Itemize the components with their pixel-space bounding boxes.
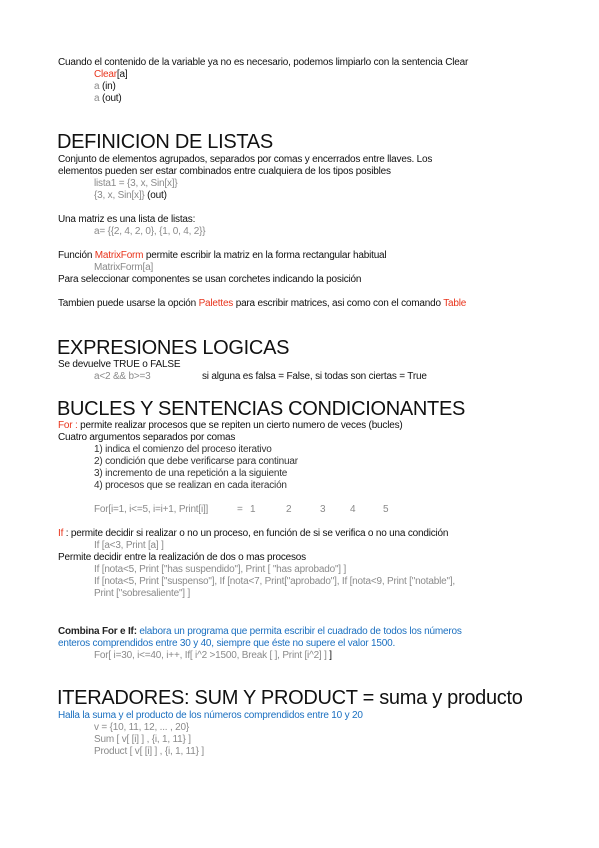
out-var: a (94, 93, 100, 104)
table-keyword: Table (443, 298, 467, 309)
lista-example-in: lista1 = {3, x, Sin[x]} (94, 178, 178, 189)
clear-example (94, 69, 127, 81)
matriz-example: a= {{2, 4, 2, 0}, {1, 0, 4, 2}} (94, 226, 206, 237)
arg-item: 1) indica el comienzo del proceso iterativo (94, 444, 272, 455)
for-keyword: For : (58, 420, 78, 431)
in-line (94, 81, 116, 93)
matrixform-pre: Función (58, 250, 95, 261)
iteradores-desc: Halla la suma y el producto de los números comprendidos entre 10 y 20 (58, 710, 363, 721)
palettes-pre: Tambien puede usarse la opción (58, 298, 199, 309)
if-line (58, 528, 448, 540)
clear-intro-text: Cuando el contenido de la variable ya no es necesario, podemos limpiarlo con la sentencia Clear (58, 57, 469, 68)
if-example: If [a<3, Print [a] ] (94, 540, 164, 551)
heading-logicas: EXPRESIONES LOGICAS (57, 337, 290, 359)
arg-item: 4) procesos que se realizan en cada iteración (94, 480, 287, 491)
matriz-text: Una matriz es una lista de listas: (58, 214, 196, 225)
if-desc: : permite decidir si realizar o no un proceso, en función de si se verifica o no una condición (63, 528, 449, 539)
logicas-note: si alguna es falsa = False, si todas son ciertas = True (202, 371, 427, 382)
listas-desc-1: Conjunto de elementos agrupados, separados por comas y encerrados entre llaves. Los (58, 154, 433, 165)
if-multi-text: Permite decidir entre la realización de dos o mas procesos (58, 552, 306, 563)
out-line (94, 93, 122, 105)
lista-example-out (94, 190, 167, 202)
for-desc: permite realizar procesos que se repiten un cierto numero de veces (bucles) (77, 420, 403, 431)
combina-desc-2: enteros comprendidos entre 30 y 40, siempre que éste no supere el valor 1500. (58, 638, 396, 649)
if-example-4: Print ["sobresaliente"] ] (94, 588, 191, 599)
palettes-line (58, 298, 466, 310)
clear-arg: [a] (116, 69, 128, 80)
for-output-equals: = (237, 504, 243, 515)
heading-listas: DEFINICION DE LISTAS (57, 131, 273, 153)
arg-item: 2) condición que debe verificarse para continuar (94, 456, 298, 467)
palettes-mid: para escribir matrices, asi como con el comando (233, 298, 444, 309)
combina-desc-1: elabora un programa que permita escribir el cuadrado de todos los números (136, 626, 462, 637)
for-line (58, 420, 403, 432)
iteradores-example-2: Sum [ v[ [i] ] , {i, 1, 11} ] (94, 734, 191, 745)
logicas-example: a<2 && b>=3 (94, 371, 151, 382)
clear-keyword: Clear (94, 69, 117, 80)
in-label: (in) (99, 81, 116, 92)
matrixform-keyword: MatrixForm (94, 250, 144, 261)
if-example-3: If [nota<5, Print ["suspenso"], If [nota<7, Print["aprobado"], If [nota<9, Print ["notable"], (94, 576, 455, 587)
lista-out-label: (out) (144, 190, 167, 201)
combina-line (58, 626, 462, 638)
select-components-text: Para seleccionar componentes se usan corchetes indicando la posición (58, 274, 362, 285)
for-output-value: 4 (350, 504, 356, 515)
for-output-value: 1 (250, 504, 256, 515)
combina-label: Combina For e If: (58, 626, 137, 637)
if-example-2: If [nota<5, Print ["has suspendido"], Print [ "has aprobado"] ] (94, 564, 347, 575)
iteradores-example-1: v = {10, 11, 12, ... , 20} (94, 722, 189, 733)
combina-code-line (94, 650, 332, 662)
for-example: For[i=1, i<=5, i=i+1, Print[i]] (94, 504, 209, 515)
for-output-value: 3 (320, 504, 326, 515)
combina-code-close: ] (326, 650, 332, 661)
arg-item: 3) incremento de una repetición a la siguiente (94, 468, 288, 479)
if-keyword: If (58, 528, 64, 539)
args-text: Cuatro argumentos separados por comas (58, 432, 236, 443)
logicas-desc: Se devuelve TRUE o FALSE (58, 359, 181, 370)
out-label: (out) (99, 93, 122, 104)
lista-out-value: {3, x, Sin[x]} (94, 190, 145, 201)
palettes-keyword: Palettes (198, 298, 234, 309)
combina-code: For[ i=30, i<=40, i++, If[ i^2 >1500, Break [ ], Print [i^2] ] (94, 650, 327, 661)
in-var: a (94, 81, 100, 92)
heading-bucles: BUCLES Y SENTENCIAS CONDICIONANTES (57, 398, 466, 420)
iteradores-example-3: Product [ v[ [i] ] , {i, 1, 11} ] (94, 746, 204, 757)
matrixform-post: permite escribir la matriz en la forma rectangular habitual (143, 250, 387, 261)
for-output-value: 2 (286, 504, 292, 515)
matrixform-example: MatrixForm[a] (94, 262, 154, 273)
listas-desc-2: elementos pueden ser estar combinados entre cualquiera de los tipos posibles (58, 166, 391, 177)
heading-iteradores: ITERADORES: SUM Y PRODUCT = suma y producto (57, 687, 523, 709)
for-output-value: 5 (383, 504, 389, 515)
matrixform-line (58, 250, 386, 262)
